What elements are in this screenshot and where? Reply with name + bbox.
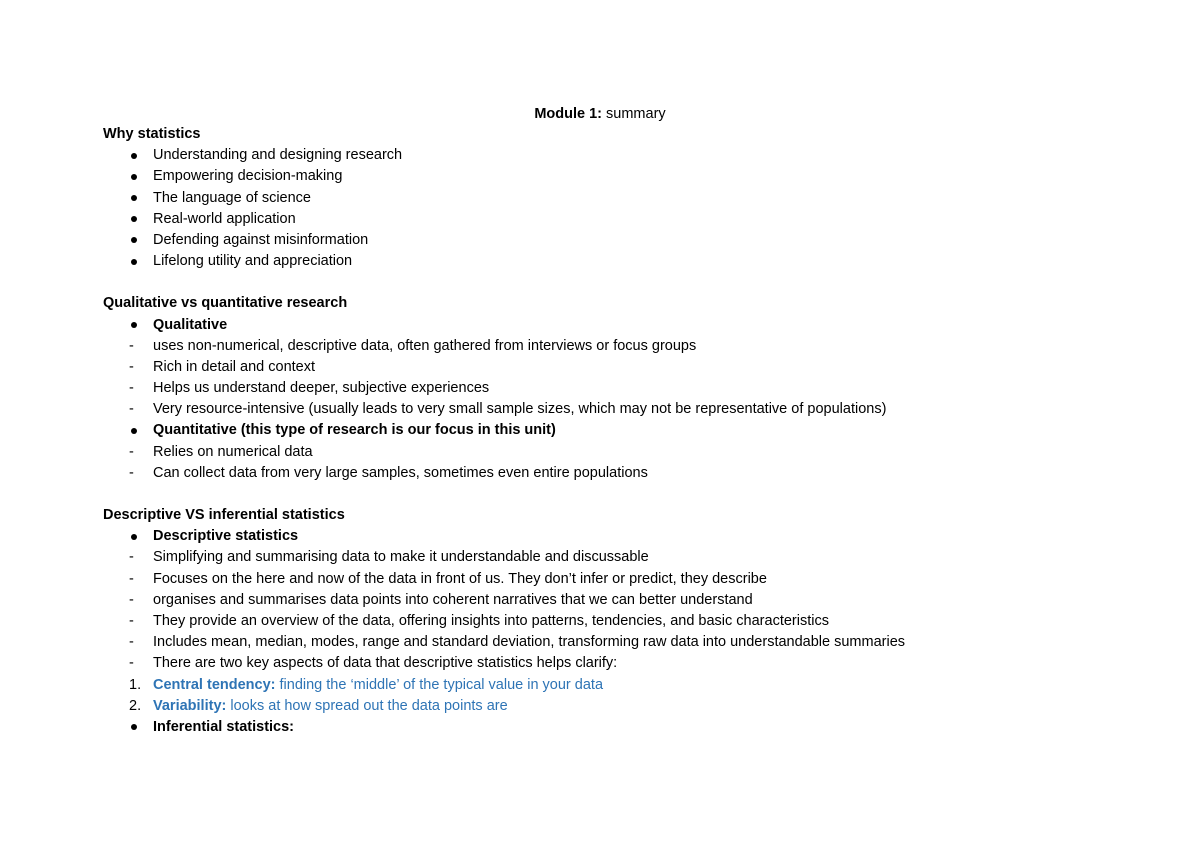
dash-item — [103, 442, 1103, 463]
dash-marker: - — [129, 380, 134, 397]
title-bold: Module 1: — [534, 106, 602, 122]
dash-marker: - — [129, 634, 134, 651]
bullet-item — [103, 420, 1103, 441]
bullet-item — [103, 717, 1103, 738]
document-body — [103, 124, 1103, 738]
dash-item — [103, 378, 1103, 399]
numbered-item — [103, 696, 1103, 717]
dash-marker: - — [129, 612, 134, 629]
dash-text: Can collect data from very large samples, sometimes even entire populations — [153, 464, 648, 481]
section-heading-descriptive-inferential: Descriptive VS inferential statistics — [103, 507, 345, 523]
number-marker: 1. — [129, 676, 142, 693]
numbered-term: Central tendency: — [153, 676, 276, 693]
bullet-icon — [131, 259, 137, 265]
dash-text: Helps us understand deeper, subjective experiences — [153, 380, 490, 397]
dash-text: Simplifying and summarising data to make it understandable and discussable — [153, 549, 649, 566]
bullet-icon — [131, 153, 137, 159]
bullet-item — [103, 526, 1103, 547]
title-rest: summary — [602, 106, 666, 122]
section-heading-qual-quant: Qualitative vs quantitative research — [103, 295, 348, 312]
bullet-text-descriptive: Descriptive statistics — [153, 528, 299, 545]
bullet-item — [103, 315, 1103, 336]
bullet-item — [103, 188, 1103, 209]
dash-text: Focuses on the here and now of the data in front of us. They don’t infer or predict, they describe — [153, 570, 767, 587]
bullet-text-qualitative: Qualitative — [153, 316, 228, 333]
dash-item — [103, 336, 1103, 357]
dash-marker: - — [129, 401, 134, 418]
bullet-item — [103, 166, 1103, 187]
dash-item — [103, 590, 1103, 611]
numbered-term: Variability: — [153, 697, 227, 714]
dash-item — [103, 632, 1103, 653]
bullet-icon — [131, 237, 137, 243]
dash-text: Includes mean, median, modes, range and standard deviation, transforming raw data into understandable summaries — [153, 634, 906, 651]
numbered-text — [153, 696, 508, 717]
numbered-item — [103, 675, 1103, 696]
bullet-text: Defending against misinformation — [153, 231, 369, 248]
bullet-text: Empowering decision-making — [153, 168, 343, 185]
bullet-text: The language of science — [153, 189, 311, 206]
section-heading-why-statistics: Why statistics — [103, 126, 201, 142]
dash-text: Rich in detail and context — [153, 358, 316, 375]
dash-marker: - — [129, 443, 134, 460]
dash-marker: - — [129, 570, 134, 587]
numbered-desc: finding the ‘middle’ of the typical value in your data — [275, 676, 604, 693]
dash-marker: - — [129, 337, 134, 354]
dash-item — [103, 463, 1103, 484]
dash-text: There are two key aspects of data that descriptive statistics helps clarify: — [153, 655, 618, 672]
bullet-text: Real-world application — [153, 210, 296, 227]
dash-marker: - — [129, 655, 134, 672]
dash-marker: - — [129, 358, 134, 375]
page-title — [0, 104, 1200, 124]
bullet-item — [103, 145, 1103, 166]
numbered-text — [153, 675, 603, 696]
bullet-text-quantitative: Quantitative (this type of research is our focus in this unit) — [153, 422, 556, 439]
bullet-item — [103, 209, 1103, 230]
bullet-icon — [131, 174, 137, 180]
dash-item — [103, 653, 1103, 674]
numbered-desc: looks at how spread out the data points are — [226, 697, 508, 714]
number-marker: 2. — [129, 697, 142, 714]
dash-marker: - — [129, 464, 134, 481]
bullet-icon — [131, 534, 137, 540]
dash-text: They provide an overview of the data, offering insights into patterns, tendencies, and basic characteristics — [153, 612, 829, 629]
dash-item — [103, 399, 1103, 420]
bullet-text: Lifelong utility and appreciation — [153, 253, 353, 270]
bullet-icon — [131, 195, 137, 201]
bullet-icon — [131, 724, 137, 730]
dash-text: organises and summarises data points into coherent narratives that we can better understand — [153, 591, 753, 608]
bullet-icon — [131, 322, 137, 328]
bullet-item — [103, 230, 1103, 251]
dash-text: uses non-numerical, descriptive data, often gathered from interviews or focus groups — [153, 337, 697, 354]
bullet-item — [103, 251, 1103, 272]
bullet-text: Understanding and designing research — [153, 147, 403, 164]
bullet-icon — [131, 216, 137, 222]
dash-text: Relies on numerical data — [153, 443, 313, 460]
bullet-text-inferential: Inferential statistics: — [153, 718, 295, 735]
dash-text: Very resource-intensive (usually leads to very small sample sizes, which may not be representative of populations) — [153, 401, 887, 418]
dash-item — [103, 611, 1103, 632]
dash-marker: - — [129, 549, 134, 566]
dash-item — [103, 547, 1103, 568]
dash-marker: - — [129, 591, 134, 608]
dash-item — [103, 357, 1103, 378]
bullet-icon — [131, 428, 137, 434]
dash-item — [103, 569, 1103, 590]
